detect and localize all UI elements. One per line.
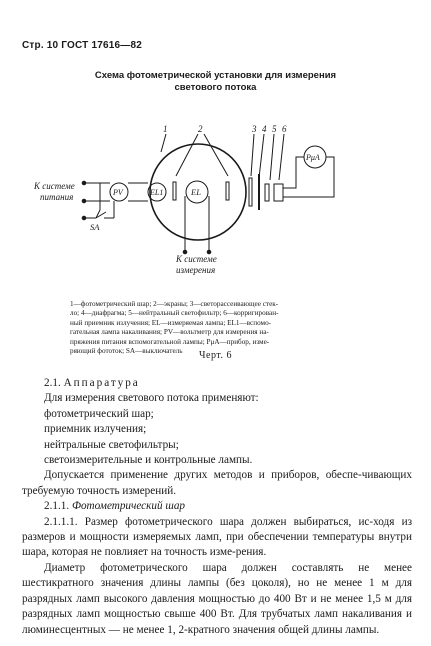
label-sa: SA — [90, 222, 100, 232]
label-6: 6 — [282, 124, 287, 134]
subsection-number: 2.1.1. — [44, 500, 70, 513]
main-text — [22, 376, 412, 638]
receiver — [274, 184, 283, 201]
section-title: Аппаратура — [63, 377, 140, 389]
list-item: фотометрический шар; — [44, 407, 154, 420]
list-item: светоизмерительные и контрольные лампы. — [44, 454, 253, 467]
screen-left — [173, 182, 176, 200]
section-heading — [22, 376, 412, 391]
label-el1: EL1 — [150, 188, 164, 197]
left-label-line2: питания — [40, 192, 74, 202]
label-pua: PμA — [306, 153, 320, 162]
bottom-label-line2: измерения — [176, 265, 216, 275]
list-item: приемник излучения; — [44, 423, 147, 436]
list-item: нейтральные светофильтры; — [44, 438, 179, 451]
legend-line: пряжения питания вспомогательной лампы; PμA—прибор, изме- — [70, 337, 270, 346]
label-1: 1 — [163, 124, 168, 134]
diagram-title-line1: Схема фотометрической установки для измерения — [94, 70, 337, 81]
label-4: 4 — [262, 124, 267, 134]
screen-right — [226, 182, 229, 200]
section-number: 2.1. — [44, 377, 61, 389]
label-pv: PV — [113, 188, 123, 197]
page-header: Стр. 10 ГОСТ 17616—82 — [22, 40, 142, 51]
paragraph-diameter: Диаметр фотометрического шара должен составлять не менее шестикратного значения длины лампы (без цоколя), но не менее 1 м для разрядных ламп высокого давления мощностью до 400 Вт и не менее 1,5 м для разрядных ламп мощностью свыше 400 Вт. Для трубчатых ламп накаливания и люминесцентных — не менее 1, 2-кратного значения общей длины лампы. — [22, 561, 412, 636]
subsection-heading — [22, 499, 412, 514]
neutral-filter — [265, 184, 269, 201]
diagram-legend — [70, 300, 370, 356]
diagram-title-line2: светового потока — [174, 82, 257, 93]
left-label-line1: К системе — [34, 181, 75, 191]
legend-line: ряющий фототок; SA—выключатель — [70, 347, 183, 356]
figure-caption: Черт. 6 — [199, 350, 232, 361]
bottom-label-line1: К системе — [176, 254, 217, 264]
photometric-diagram — [0, 112, 431, 297]
legend-line: гательная лампа накаливания; PV—вольтметр для измерения на- — [70, 328, 269, 337]
intro-paragraph: Для измерения светового потока применяют: — [44, 392, 259, 405]
legend-line: ло; 4—диафрагма; 5—нейтральный светофильтр; 6—корригирован- — [70, 309, 279, 318]
subsection-title: Фотометрический шар — [71, 500, 186, 513]
label-3: 3 — [252, 124, 257, 134]
paragraph-2111: 2.1.1.1. Размер фотометрического шара должен выбираться, ис-ходя из размеров и мощности измеряемых ламп, при обеспечении температуры внутри шара, которая не повлияет на точность изме-рения. — [22, 515, 412, 559]
legend-line: 1—фотометрический шар; 2—экраны; 3—светорассеивающее стек- — [70, 300, 279, 308]
label-el: EL — [191, 187, 201, 197]
diffuser-glass — [249, 178, 252, 206]
label-2: 2 — [198, 124, 203, 134]
legend-line: ный приемник излучения; EL—измеряемая лампа; EL1—вспомо- — [70, 318, 272, 327]
label-5: 5 — [272, 124, 277, 134]
allowed-paragraph: Допускается применение других методов и приборов, обеспе-чивающих требуемую точность измерений. — [22, 469, 412, 497]
